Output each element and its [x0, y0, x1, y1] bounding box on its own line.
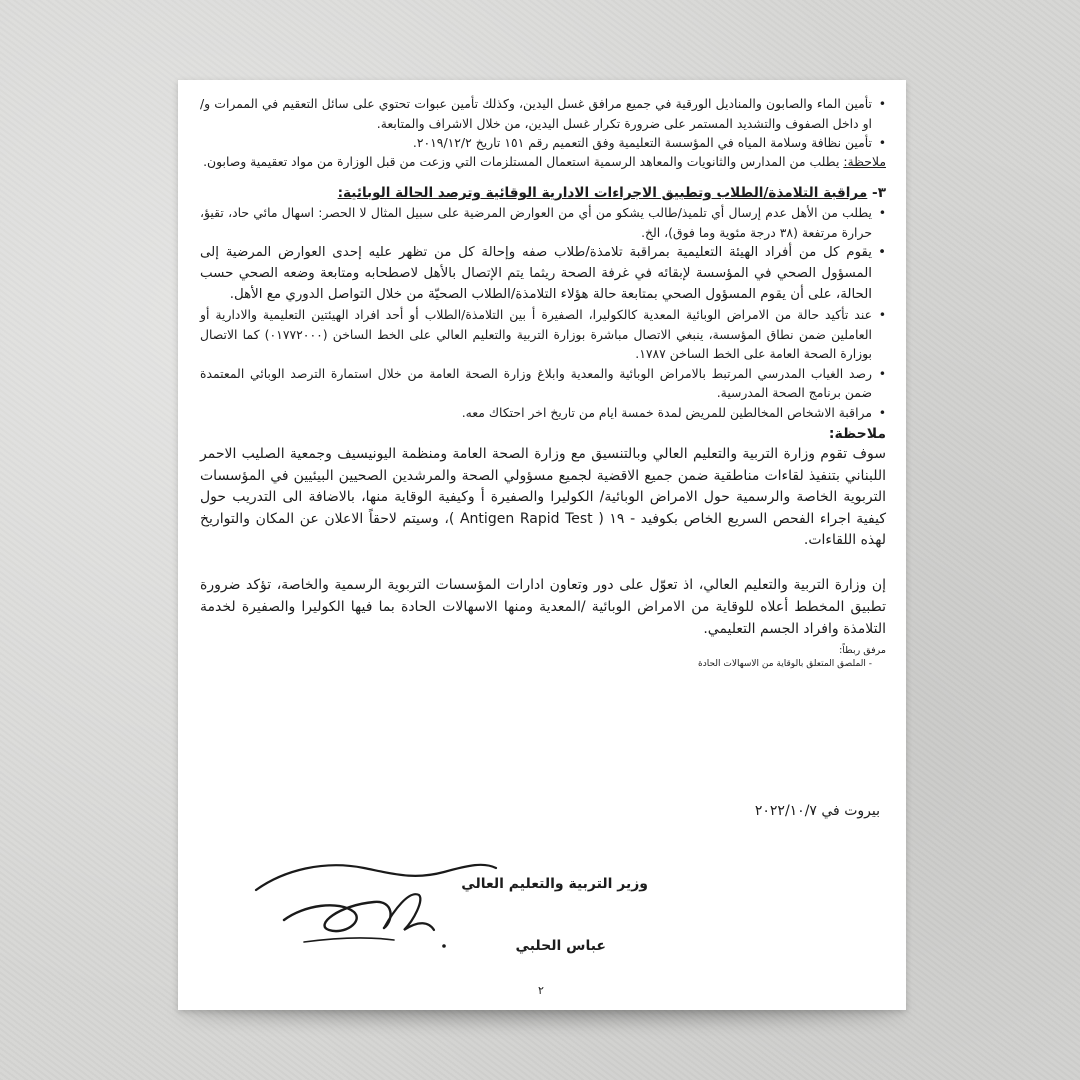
note-supplies: [200, 153, 886, 172]
remark-text: سوف تقوم وزارة التربية والتعليم العالي وبالتنسيق مع وزارة الصحة العامة ومنظمة اليونيسيف وجمعية الصليب الاحمر اللبناني بتنفيذ لقاءات مناطقية ضمن جميع الاقضية لجميع مسؤولي الصحة والمرشدين الصحيين البيئيين في المؤسسات التربوية الخاصة والرسمية حول الامراض الوبائية/ الكوليرا والصفيرة أ وكيفية الوقاية منها، بالاضافة الى التدريب حول كيفية اجراء الفحص السريع الخاص بكوفيد - ١٩ ( Antigen Rapid Test )، وسيتم لاحقاً الاعلان عن المكان والتواريخ لهذه اللقاءات.: [200, 446, 886, 548]
list-item-soap-water: • تأمين الماء والصابون والمناديل الورقية في جميع مرافق غسل اليدين، وكذلك تأمين عبوات تحتوي على سائل التعقيم في الممرات و/او داخل الصفوف والتشديد المستمر على ضرورة تكرار غسل اليدين، من خلال الاشراف والمتابعة.: [200, 94, 886, 133]
page-number: ٢: [538, 984, 544, 997]
section-3-title: [200, 183, 886, 203]
handwritten-signature: [244, 850, 504, 960]
signatory-title: وزير التربية والتعليم العالي: [461, 876, 648, 892]
list-item-water-safety: • تأمين نظافة وسلامة المياه في المؤسسة التعليمية وفق التعميم رقم ١٥١ تاريخ ٢٠١٩/١٢/٢.: [200, 133, 886, 153]
remark-heading: ملاحظة:: [828, 426, 886, 442]
list-item-absence-monitoring: • رصد الغياب المدرسي المرتبط بالامراض الوبائية والمعدية وابلاغ وزارة الصحة العامة من خلال استمارة الترصد الوبائي المعتمدة ضمن برنامج الصحة المدرسية.: [200, 364, 886, 403]
document-page: [178, 80, 906, 1010]
section-number: ٣-: [867, 185, 886, 201]
section-heading: مراقبة التلامذة/الطلاب وتطبيق الاجراءات الادارية الوقائية وترصد الحالة الوبائية:: [337, 185, 868, 201]
note-text: يطلب من المدارس والثانويات والمعاهد الرسمية استعمال المستلزمات التي وزعت من قبل الوزارة من مواد تعقيمية وصابون.: [203, 153, 844, 169]
closing-paragraph: إن وزارة التربية والتعليم العالي، اذ تعوّل على دور وتعاون ادارات المؤسسات التربوية الرسمية والخاصة، تؤكد ضرورة تطبيق المخطط أعلاه للوقاية من الامراض الوبائية /المعدية ومنها الاسهالات الحادة بما فيها الكوليرا والصفيرة لخدمة التلامذة وافراد الجسم التعليمي.: [200, 576, 886, 637]
list-item-contacts: • مراقبة الاشخاص المخالطين للمريض لمدة خمسة ايام من تاريخ اخر احتكاك معه.: [200, 403, 886, 423]
list-item-teachers: • يقوم كل من أفراد الهيئة التعليمية بمراقبة تلامذة/طلاب صفه وإحالة كل من تظهر عليه إحدى العوارض المرضية إلى المسؤول الصحي في المؤسسة لإبقائه في غرفة الصحة ريثما يتم الإتصال بالأهل لاصطحابه ومتابعة وضعه الصحي حسب الحالة، على أن يقوم المسؤول الصحي بمتابعة حالة هؤلاء التلامذة/الطلاب الصحيّة من خلال التواصل الدوري مع الأهل.: [200, 242, 886, 305]
attachment-item: - الملصق المتعلق بالوقاية من الاسهالات الحادة: [697, 658, 872, 669]
document-date: بيروت في ٢٠٢٢/١٠/٧: [754, 803, 880, 819]
note-heading: ملاحظة:: [843, 153, 886, 169]
attachments-heading: مرفق ربطاً:: [839, 644, 886, 656]
list-item-parents: • يطلب من الأهل عدم إرسال أي تلميذ/طالب يشكو من أي من العوارض المرضية على سبيل المثال لا الحصر: اسهال مائي حاد، تقيؤ، حرارة مرتفعة (٣٨ درجة مئوية وما فوق)، الخ.: [200, 203, 886, 242]
list-item-confirmed-case: • عند تأكيد حالة من الامراض الوبائية المعدية كالكوليرا، الصفيرة أ بين التلامذة/الطلاب أو أحد افراد الهيئتين التعليمية والادارية أو العاملين ضمن نطاق المؤسسة، ينبغي الاتصال مباشرة بوزارة التربية والتعليم العالي على الخط الساخن (٠١٧٧٢٠٠٠) كما الاتصال بوزارة الصحة العامة على الخط الساخن ١٧٨٧.: [200, 305, 886, 364]
document-body: [200, 94, 886, 671]
signatory-name: عباس الحلبي: [515, 938, 606, 954]
